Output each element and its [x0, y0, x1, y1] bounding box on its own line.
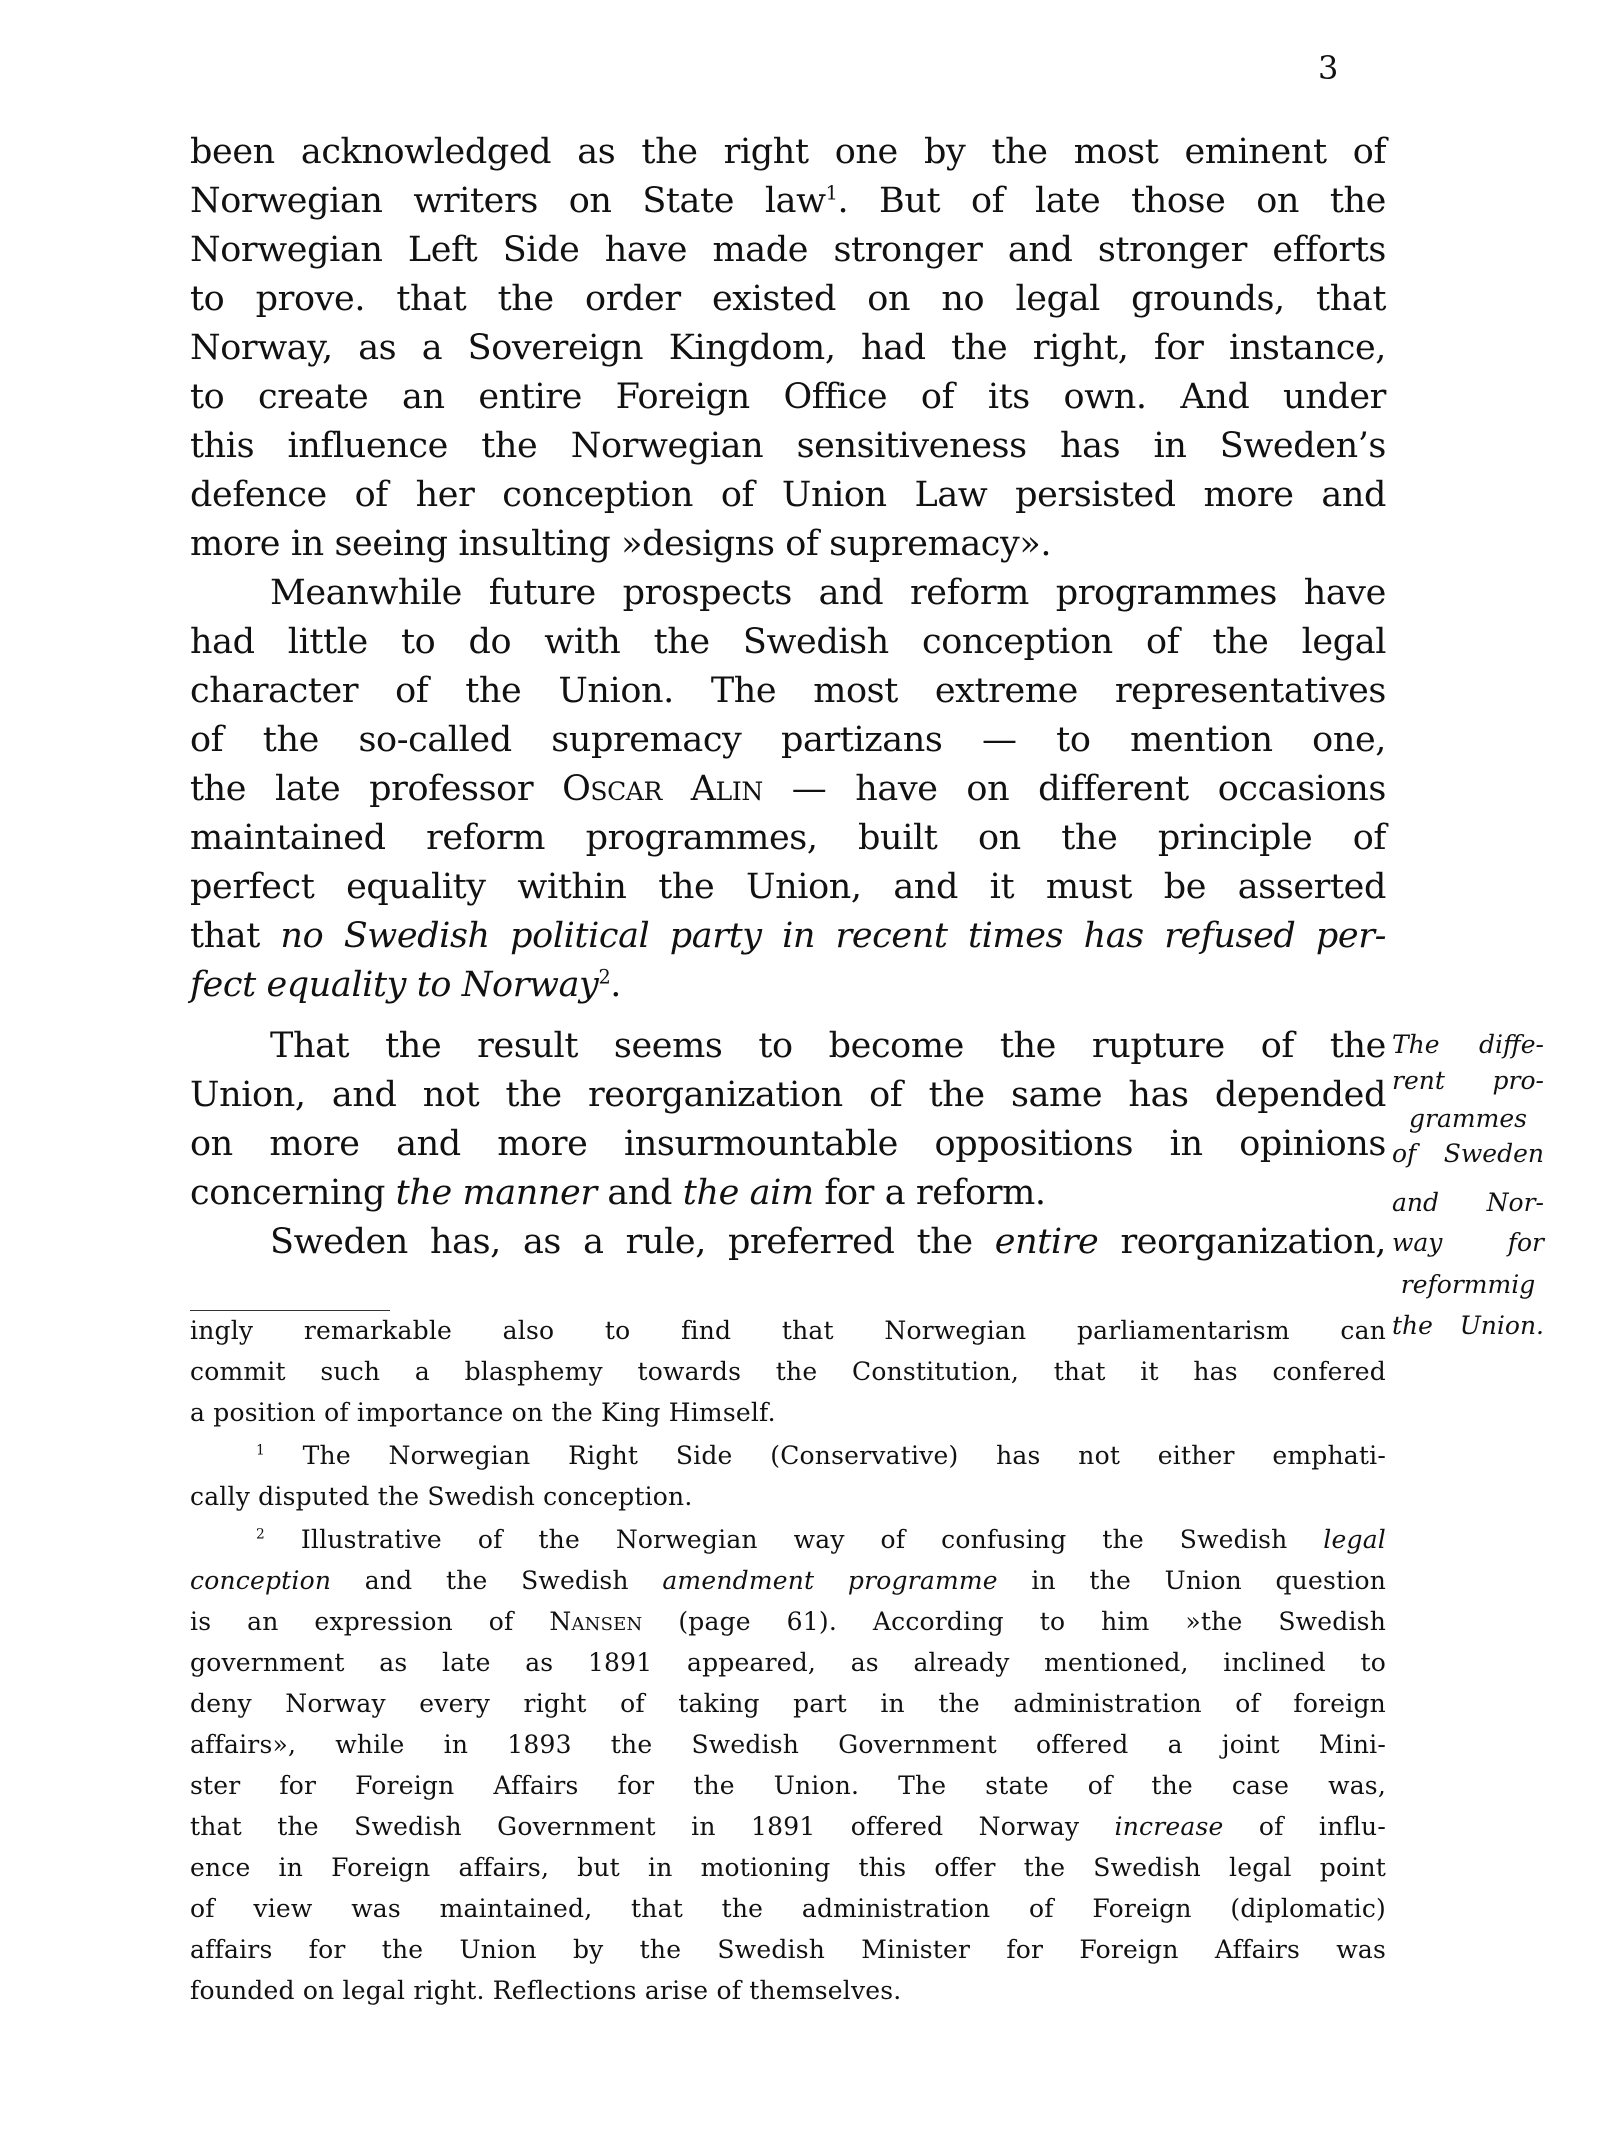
text-line: maintained reform programmes, built on the principle of: [190, 818, 1386, 858]
margin-note-line: and Nor-: [1392, 1188, 1544, 1217]
footnote-ref-1: 1: [825, 181, 838, 205]
footnote-line: ster for Foreign Affairs for the Union. The state of the case was,: [190, 1771, 1386, 1800]
text-line: Norwegian Left Side have made stronger and stronger efforts: [190, 230, 1386, 270]
text-line: [190, 177, 1386, 225]
emphasis: the manner: [395, 1173, 597, 1213]
text-line: Meanwhile future prospects and reform programmes have: [270, 573, 1386, 613]
text-line: [190, 765, 1386, 813]
text-line: character of the Union. The most extreme representatives: [190, 671, 1386, 711]
margin-note-line: way for: [1392, 1228, 1544, 1257]
text: of influ-: [1223, 1812, 1386, 1841]
text: in the Union question: [997, 1566, 1386, 1595]
text: that the Swedish Government in 1891 offered Norway: [190, 1812, 1115, 1841]
text-line: [190, 961, 1386, 1009]
footnote-line: affairs», while in 1893 the Swedish Government offered a joint Mini-: [190, 1730, 1386, 1759]
emphasis: amendment programme: [662, 1566, 998, 1595]
text-line: this influence the Norwegian sensitiveness has in Sweden’s: [190, 426, 1386, 466]
footnote-line: [190, 1562, 1386, 1600]
footnote-line: [256, 1521, 1386, 1559]
emphasis: legal: [1323, 1525, 1386, 1554]
text-line: Union, and not the reorganization of the same has depended: [190, 1075, 1386, 1115]
text: Sweden has, as a rule, preferred the: [270, 1222, 995, 1262]
footnote-line: affairs for the Union by the Swedish Minister for Foreign Affairs was: [190, 1935, 1386, 1964]
emphasis: increase: [1114, 1812, 1224, 1841]
page-number: 3: [1318, 49, 1339, 87]
text-line: had little to do with the Swedish conception of the legal: [190, 622, 1386, 662]
text: that: [190, 916, 281, 956]
text: and: [596, 1173, 683, 1213]
margin-note-line: the Union.: [1392, 1311, 1544, 1340]
text-line: more in seeing insulting »designs of supremacy».: [190, 524, 1052, 564]
margin-note-line: of Sweden: [1392, 1139, 1544, 1168]
text: is an expression of: [190, 1607, 550, 1636]
footnote-separator: [190, 1310, 390, 1311]
text: reorganization,: [1098, 1222, 1386, 1262]
text-line: to create an entire Foreign Office of its own. And under: [190, 377, 1386, 417]
footnote-ref-2: 2: [598, 965, 611, 989]
footnote-marker: 1: [256, 1442, 265, 1459]
text-line: defence of her conception of Union Law persisted more and: [190, 475, 1386, 515]
text-line: [190, 912, 1386, 960]
footnote-line: commit such a blasphemy towards the Constitution, that it has confered: [190, 1357, 1386, 1386]
emphasis: no Swedish political party in recent times has refused per-: [280, 916, 1386, 956]
footnote-line: a position of importance on the King Himself.: [190, 1398, 776, 1427]
text: for a reform.: [813, 1173, 1046, 1213]
margin-note-line: grammes: [1409, 1104, 1527, 1133]
emphasis: entire: [994, 1222, 1099, 1262]
person-name: Nansen: [549, 1607, 643, 1636]
text-line: Norway, as a Sovereign Kingdom, had the right, for instance,: [190, 328, 1386, 368]
text: . But of late those on the: [837, 181, 1386, 221]
text-line: of the so-called supremacy partizans — to mention one,: [190, 720, 1386, 760]
emphasis: conception: [190, 1566, 332, 1595]
footnote-line: deny Norway every right of taking part in the administration of foreign: [190, 1689, 1386, 1718]
margin-note-line: reformmig: [1400, 1270, 1536, 1299]
text-line: perfect equality within the Union, and it must be asserted: [190, 867, 1386, 907]
text: Norwegian writers on State law: [190, 181, 826, 221]
footnote-line: ence in Foreign affairs, but in motioning this offer the Swedish legal point: [190, 1853, 1386, 1882]
footnote-line: ingly remarkable also to find that Norwegian parliamentarism can: [190, 1316, 1386, 1345]
margin-note-line: rent pro-: [1392, 1066, 1544, 1095]
text-line: on more and more insurmountable oppositions in opinions: [190, 1124, 1386, 1164]
text-line: been acknowledged as the right one by the most eminent of: [190, 132, 1386, 172]
text-line: That the result seems to become the rupture of the: [270, 1026, 1386, 1066]
footnote-line: [190, 1603, 1386, 1641]
person-name: Oscar Alin: [562, 769, 763, 809]
text-line: [270, 1218, 1386, 1266]
footnote-line: cally disputed the Swedish conception.: [190, 1482, 693, 1511]
margin-note-line: The diffe-: [1392, 1030, 1544, 1059]
footnote-line: government as late as 1891 appeared, as already mentioned, inclined to: [190, 1648, 1386, 1677]
text: — have on different occasions: [762, 769, 1386, 809]
text: .: [610, 965, 622, 1005]
footnote-line: of view was maintained, that the administration of Foreign (diplomatic): [190, 1894, 1386, 1923]
text: concerning: [190, 1173, 396, 1213]
text: the late professor: [190, 769, 563, 809]
emphasis: fect equality to Norway: [190, 965, 599, 1005]
emphasis: the aim: [682, 1173, 814, 1213]
text: Illustrative of the Norwegian way of confusing the Swedish: [264, 1525, 1324, 1554]
text: (page 61). According to him »the Swedish: [642, 1607, 1387, 1636]
text-line: [190, 1169, 1386, 1217]
footnote-marker: 2: [256, 1526, 265, 1543]
text-line: to prove. that the order existed on no legal grounds, that: [190, 279, 1386, 319]
footnote-line: [190, 1808, 1386, 1846]
text: and the Swedish: [331, 1566, 663, 1595]
text: The Norwegian Right Side (Conservative) has not either emphati-: [264, 1441, 1386, 1470]
footnote-line: founded on legal right. Reflections arise of themselves.: [190, 1976, 902, 2005]
footnote-line: [256, 1437, 1386, 1475]
